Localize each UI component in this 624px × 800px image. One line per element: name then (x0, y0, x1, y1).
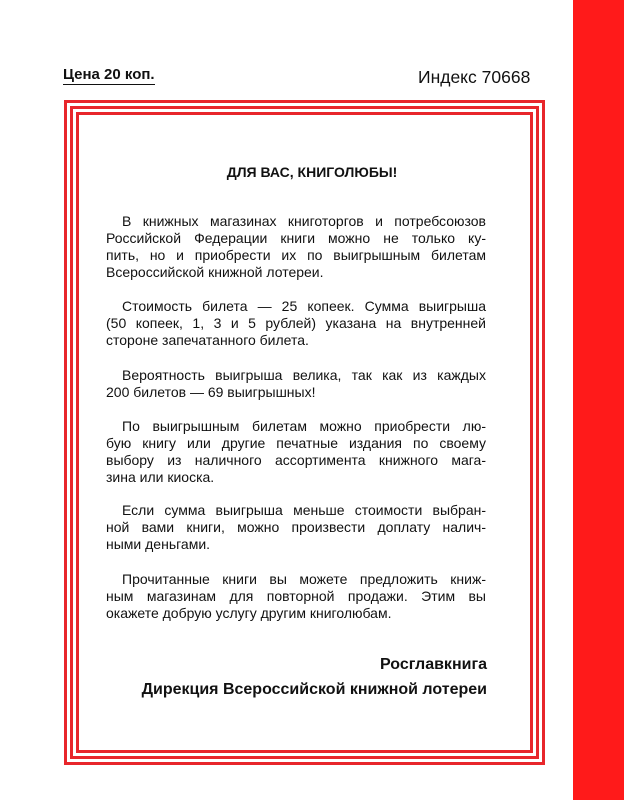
paragraph-ticket-price (106, 298, 486, 349)
text-line: ной вами книги, можно произвести доплату налич- (106, 519, 486, 535)
signature-directorate: Дирекция Всероссийской книжной лотереи (141, 681, 487, 698)
text-line: Вероятность выигрыша велика, так как из каждых (122, 367, 486, 383)
text-line: выбору из наличного ассортимента книжного мага- (106, 452, 486, 468)
price-label: Цена 20 коп. (63, 66, 155, 83)
text-line: В книжных магазинах книготоргов и потребсоюзов (122, 213, 486, 229)
text-line: Если сумма выигрыша меньше стоимости выбран- (122, 502, 486, 518)
text-line: окажете добрую услугу другим книголюбам. (106, 605, 392, 621)
text-line: Стоимость билета — 25 копеек. Сумма выигрыша (122, 298, 486, 314)
text-line: Прочитанные книги вы можете предложить книж- (122, 571, 486, 587)
text-line: стороне запечатанного билета. (106, 332, 309, 348)
text-line: пить, но и приобрести их по выигрышным билетам (106, 247, 486, 263)
text-line: Российской Федерации книги можно не только ку- (106, 230, 486, 246)
text-line: Всероссийской книжной лотереи. (106, 264, 324, 280)
index-label: Индекс 70668 (418, 67, 531, 87)
text-line: ным магазинам для повторной продажи. Этим вы (106, 588, 486, 604)
text-line: По выигрышным билетам можно приобрести лю- (122, 418, 486, 434)
page-heading: ДЛЯ ВАС, КНИГОЛЮБЫ! (226, 164, 398, 180)
text-line: ными деньгами. (106, 536, 211, 552)
paragraph-bookstores (106, 213, 486, 281)
text-line: бую книгу или другие печатные издания по своему (106, 435, 486, 451)
red-edge-strip (573, 0, 624, 800)
text-line: (50 копеек, 1, 3 и 5 рублей) указана на внутренней (106, 315, 486, 331)
paragraph-surcharge (106, 502, 486, 553)
text-line: зина или киоска. (106, 469, 215, 485)
paragraph-probability (106, 367, 486, 401)
signature-org: Росглавкнига (380, 656, 487, 673)
paragraph-resale (106, 571, 486, 622)
paragraph-purchase (106, 418, 486, 486)
text-line: 200 билетов — 69 выигрышных! (106, 384, 316, 400)
